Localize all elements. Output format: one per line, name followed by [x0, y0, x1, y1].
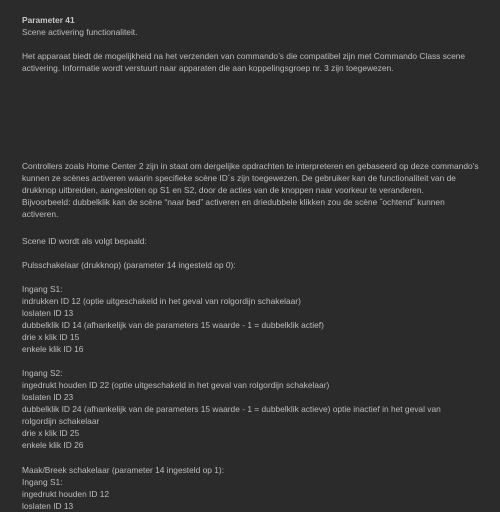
scene-id-line: rolgordijn schakelaar: [22, 416, 100, 426]
scene-id-line: dubbelklik ID 14 (afhankelijk van de parameters 15 waarde - 1 = dubbelklik actief): [22, 320, 324, 330]
controllers-line: kunnen ze scènes activeren waarin specifieke scène ID´s zijn toegewezen. De gebruiker kan de functionaliteit van de: [22, 173, 456, 183]
pulse-switch-heading: Pulsschakelaar (drukknop) (parameter 14 ingesteld op 0):: [22, 260, 236, 270]
controllers-line: Controllers zoals Home Center 2 zijn in staat om dergelijke opdrachten te interpreteren en gebaseerd op deze commando’s: [22, 161, 479, 171]
intro-paragraph: [22, 50, 486, 74]
input-s1-label: Ingang S1:: [22, 284, 63, 294]
scene-id-line: drie x klik ID 15: [22, 332, 80, 342]
make-break-s1-label: Ingang S1:: [22, 477, 63, 487]
controllers-line: drukknop uitbreiden, aangesloten op S1 en S2, door de acties van de knoppen naar voorkeur te veranderen.: [22, 185, 424, 195]
input-s1-section: [22, 283, 486, 355]
scene-id-line: enkele klik ID 26: [22, 440, 84, 450]
scene-id-line: loslaten ID 13: [22, 308, 74, 318]
pulse-heading-block: [22, 259, 486, 271]
intro-line: Het apparaat biedt de mogelijkheid na het verzenden van commando’s die compatibel zijn met Commando Class scene: [22, 51, 466, 61]
scene-id-line: loslaten ID 23: [22, 392, 74, 402]
scene-id-line: ingedrukt houden ID 22 (optie uitgeschakeld in het geval van rolgordijn schakelaar): [22, 380, 330, 390]
make-break-heading: Maak/Breek schakelaar (parameter 14 ingesteld op 1):: [22, 465, 225, 475]
controllers-line: Bijvoorbeeld: dubbelklik kan de scène “naar bed” activeren en driedubbele klikken zou de scène ˝ochtend˝ kunnen: [22, 197, 445, 207]
controllers-paragraph: [22, 160, 486, 220]
scene-id-line: dubbelklik ID 24 (afhankelijk van de parameters 15 waarde - 1 = dubbelklik actieve) optie inactief in het geval van: [22, 404, 441, 414]
scene-id-line: indrukken ID 12 (optie uitgeschakeld in het geval van rolgordijn schakelaar): [22, 296, 301, 306]
input-s2-section: [22, 367, 486, 451]
parameter-header: [22, 14, 486, 38]
scene-id-line: ingedrukt houden ID 12: [22, 489, 110, 499]
parameter-title: Parameter 41: [22, 15, 75, 25]
input-s2-label: Ingang S2:: [22, 368, 63, 378]
scene-id-line: loslaten ID 13: [22, 501, 74, 511]
make-break-section: [22, 464, 486, 512]
scene-id-line: enkele klik ID 16: [22, 344, 84, 354]
parameter-subtitle: Scene activering functionaliteit.: [22, 27, 138, 37]
scene-id-heading: Scene ID wordt als volgt bepaald:: [22, 236, 147, 246]
scene-id-heading-block: [22, 235, 486, 247]
controllers-line: activeren.: [22, 209, 59, 219]
scene-id-line: drie x klik ID 25: [22, 428, 80, 438]
intro-line: activering. Informatie wordt verstuurt naar apparaten die aan koppelingsgroep nr. 3 zijn toegewezen.: [22, 63, 394, 73]
